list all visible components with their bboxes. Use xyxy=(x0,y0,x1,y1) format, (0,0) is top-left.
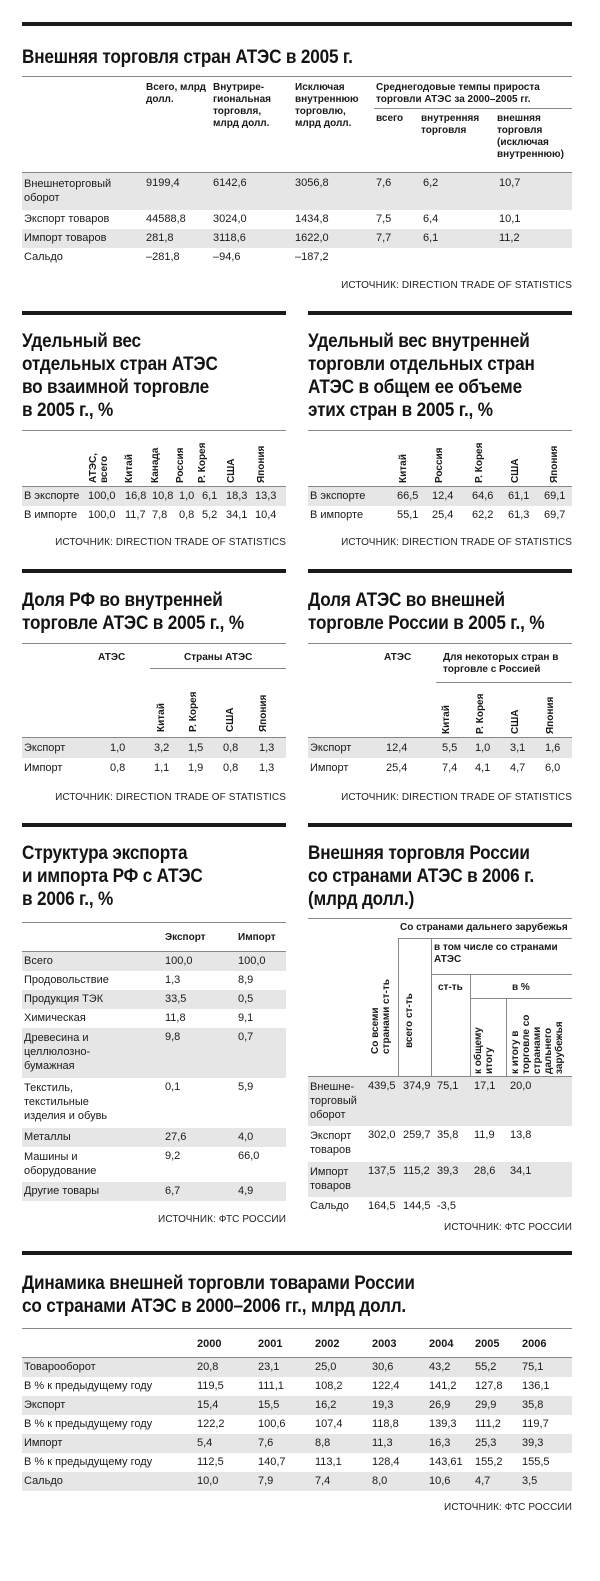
header-vdivider xyxy=(398,938,399,1076)
table-row: Товарооборот 20,8 23,1 25,0 30,6 43,2 55,2 75,1 xyxy=(22,1358,572,1377)
source-note: ИСТОЧНИК: ФТС РОССИИ xyxy=(444,1502,572,1513)
section-rule xyxy=(308,311,572,315)
column-headers: Китай Россия Р. Корея США Япония xyxy=(398,442,560,483)
source-note: ИСТОЧНИК: DIRECTION TRADE OF STATISTICS xyxy=(341,537,572,548)
table-header-divider xyxy=(308,643,572,644)
header-percent: в % xyxy=(512,982,530,993)
table-row: Металлы 27,6 4,0 xyxy=(22,1128,286,1147)
header-export: Экспорт xyxy=(165,932,206,943)
header-group: Страны АТЭС xyxy=(184,652,253,663)
header-intra: Внутрире-гиональная торговля, млрд долл. xyxy=(213,82,271,129)
table-row: Всего 100,0 100,0 xyxy=(22,952,286,971)
header-excluding: Исключая внутреннюю торговлю, млрд долл. xyxy=(295,82,359,129)
header-total: Всего, млрд долл. xyxy=(146,82,206,105)
header-apec: АТЭС xyxy=(384,652,412,663)
header-vdivider xyxy=(506,998,507,1076)
table-row: Импорт 5,4 7,6 8,8 11,3 16,3 25,3 39,3 xyxy=(22,1434,572,1453)
table-header-divider xyxy=(22,922,286,923)
table-row: Импорт товаров 137,5 115,2 39,3 28,6 34,1 xyxy=(308,1162,572,1197)
header-far-abroad: Со странами дальнего зарубежья xyxy=(400,922,568,933)
header-external: внешняя торговля (исключая внутреннюю) xyxy=(497,113,564,160)
source-note: ИСТОЧНИК: ФТС РОССИИ xyxy=(444,1222,572,1233)
section-rule xyxy=(22,311,286,315)
header-subdivider xyxy=(470,998,572,999)
table-row: Продукция ТЭК 33,5 0,5 xyxy=(22,990,286,1009)
table-title: Доля АТЭС во внешней торговле России в 2005 г., % xyxy=(308,589,545,634)
table-row: Экспорт товаров 44588,8 3024,0 1434,8 7,5 6,4 10,1 xyxy=(24,213,521,225)
year-headers: 2000 2001 2002 2003 2004 2005 2006 xyxy=(197,1338,547,1350)
header-growth-group: Среднегодовые темпы прироста торговли АТЭС за 2000–2005 гг. xyxy=(376,82,540,105)
table-row: В импорте 55,1 25,4 62,2 61,3 69,7 xyxy=(310,509,566,521)
table-row: В экспорте 66,5 12,4 64,6 61,1 69,1 xyxy=(308,487,572,506)
table-row: Экспорт 15,4 15,5 16,2 19,3 26,9 29,9 35,8 xyxy=(22,1396,572,1415)
table-header-divider xyxy=(22,643,286,644)
section-rule xyxy=(308,569,572,573)
column-headers: АТЭС, всего Китай Канада Россия Р. Корея США Япония xyxy=(88,442,267,483)
table-row: Текстиль, текстильные изделия и обувь 0,1 5,9 xyxy=(24,1081,254,1122)
column-headers: Китай Р. Корея США Япония xyxy=(441,693,556,734)
table-row: Импорт 25,4 7,4 4,1 4,7 6,0 xyxy=(310,762,561,774)
table-row: В экспорте 100,0 16,8 10,8 1,0 6,1 18,3 13,3 xyxy=(22,487,286,506)
table-title: Внешняя торговля стран АТЭС в 2005 г. xyxy=(22,46,353,68)
header-value: ст-ть xyxy=(438,982,463,993)
header-subdivider xyxy=(431,974,572,975)
header-total-value: всего ст-ть xyxy=(404,993,415,1048)
header-vdivider xyxy=(431,938,432,1076)
section-rule xyxy=(22,22,572,26)
header-of-far-total: к итогу в торговле со странами дальнего зарубежья xyxy=(510,1014,565,1074)
column-headers: Китай Р. Корея США Япония xyxy=(156,691,269,732)
header-vdivider xyxy=(470,974,471,1076)
table-row: Древесина и целлюлозно-бумажная 9,8 0,7 xyxy=(22,1028,286,1078)
table-row: Сальдо 164,5 144,5 -3,5 xyxy=(310,1200,456,1212)
table-row: Другие товары 6,7 4,9 xyxy=(22,1182,286,1201)
table-row: В % к предыдущему году 119,5 111,1 108,2 122,4 141,2 127,8 136,1 xyxy=(24,1380,550,1392)
source-note: ИСТОЧНИК: DIRECTION TRADE OF STATISTICS xyxy=(341,792,572,803)
table-title: Удельный вес отдельных стран АТЭС во взаимной торговле в 2005 г., % xyxy=(22,330,218,421)
section-rule xyxy=(22,569,286,573)
table-row: Продовольствие 1,3 8,9 xyxy=(24,974,254,986)
table-row: Химическая 11,8 9,1 xyxy=(24,1012,254,1024)
table-row: Экспорт товаров 302,0 259,7 35,8 11,9 13,8 xyxy=(310,1129,532,1156)
table-title: Удельный вес внутренней торговли отдельных стран АТЭС в общем ее объеме этих стран в 2005 г., % xyxy=(308,330,535,421)
header-apec: АТЭС xyxy=(98,652,126,663)
header-subdivider xyxy=(436,682,572,683)
header-of-total: к общему итогу xyxy=(473,1027,495,1074)
table-row: Сальдо 10,0 7,9 7,4 8,0 10,6 4,7 3,5 xyxy=(22,1472,572,1491)
table-title: Доля РФ во внутренней торговле АТЭС в 2005 г., % xyxy=(22,589,244,634)
table-header-divider xyxy=(308,918,572,919)
source-note: ИСТОЧНИК: DIRECTION TRADE OF STATISTICS xyxy=(341,280,572,291)
source-note: ИСТОЧНИК: DIRECTION TRADE OF STATISTICS xyxy=(55,537,286,548)
table-row: Экспорт 1,0 3,2 1,5 0,8 1,3 xyxy=(22,738,286,758)
section-rule xyxy=(22,823,286,827)
section-rule xyxy=(308,823,572,827)
header-subdivider xyxy=(150,668,286,669)
header-including: в том числе со странами АТЭС xyxy=(434,942,558,965)
source-note: ИСТОЧНИК: ФТС РОССИИ xyxy=(158,1214,286,1225)
section-rule xyxy=(22,1251,572,1255)
header-all: всего xyxy=(376,113,404,124)
table-row: Импорт 0,8 1,1 1,9 0,8 1,3 xyxy=(24,762,275,774)
header-subdivider xyxy=(374,108,572,109)
table-title: Внешняя торговля России со странами АТЭС в 2006 г. (млрд долл.) xyxy=(308,842,534,910)
table-row: Сальдо –281,8 –94,6 –187,2 xyxy=(24,251,329,263)
table-row: В % к предыдущему году 112,5 140,7 113,1 128,4 143,61 155,2 155,5 xyxy=(24,1456,550,1468)
table-row: Машины и оборудование 9,2 66,0 xyxy=(24,1150,260,1177)
header-all-countries: Со всеми странами ст-ть xyxy=(370,979,392,1054)
table-row: Экспорт 12,4 5,5 1,0 3,1 1,6 xyxy=(308,738,572,758)
header-group: Для некоторых стран в торговле с Россией xyxy=(443,652,559,675)
table-row: В импорте 100,0 11,7 7,8 0,8 5,2 34,1 10,4 xyxy=(24,509,277,521)
table-row: Импорт товаров 281,8 3118,6 1622,0 7,7 6,1 11,2 xyxy=(22,229,572,248)
table-row: Внешнеторговый оборот 9199,4 6142,6 3056,8 7,6 6,2 10,7 xyxy=(22,173,572,210)
source-note: ИСТОЧНИК: DIRECTION TRADE OF STATISTICS xyxy=(55,792,286,803)
table-title: Динамика внешней торговли товарами России со странами АТЭС в 2000–2006 гг., млрд долл. xyxy=(22,1272,415,1317)
header-subdivider xyxy=(398,938,572,939)
header-internal: внутренняя торговля xyxy=(421,113,480,136)
table-title: Структура экспорта и импорта РФ с АТЭС в 2006 г., % xyxy=(22,842,203,910)
header-import: Импорт xyxy=(238,932,276,943)
table-row: В % к предыдущему году 122,2 100,6 107,4 118,8 139,3 111,2 119,7 xyxy=(24,1418,549,1430)
table-header-divider xyxy=(22,76,572,77)
table-row: Внешне-торговый оборот 439,5 374,9 75,1 17,1 20,0 xyxy=(308,1077,572,1126)
